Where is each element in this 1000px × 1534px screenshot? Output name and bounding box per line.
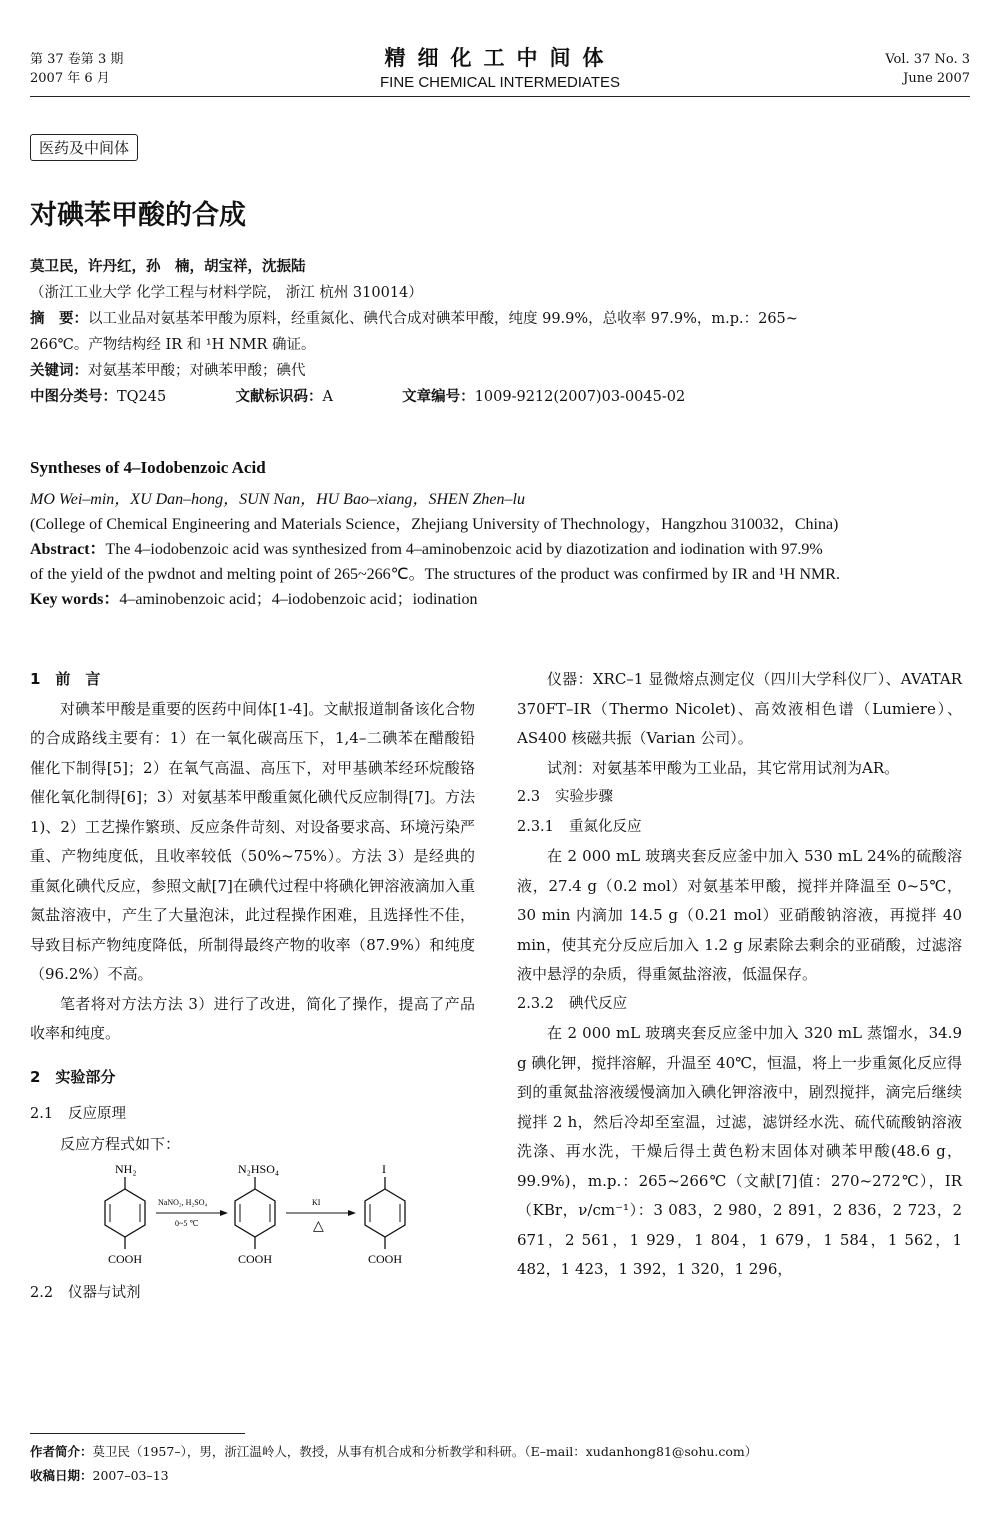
abstract-label-en: Abstract： xyxy=(30,541,106,558)
reaction-scheme-svg xyxy=(30,1159,475,1279)
abstract-label-cn: 摘 要： xyxy=(30,311,88,327)
reaction-scheme xyxy=(30,1159,475,1279)
reagents-paragraph: 试剂：对氨基苯甲酸为工业品，其它常用试剂为AR。 xyxy=(547,758,900,777)
clc-code: TQ245 xyxy=(117,389,167,405)
article-number: 1009-9212(2007)03-0045-02 xyxy=(474,389,686,405)
reagent-ki: KI xyxy=(312,1198,321,1207)
keywords-label-cn: 关键词： xyxy=(30,363,88,379)
section-tag: 医药及中间体 xyxy=(30,134,138,161)
affiliation-cn: （浙江工业大学 化学工程与材料学院， 浙江 杭州 310014） xyxy=(30,285,423,301)
received-date xyxy=(30,1464,757,1488)
issue-info xyxy=(30,50,123,88)
author-bio xyxy=(30,1440,757,1464)
label-cooh-3: COOH xyxy=(368,1252,403,1266)
article-title: 对碘苯甲酸的合成 xyxy=(30,200,246,231)
chinese-metadata xyxy=(30,254,970,410)
section-1-heading: 1 前 言 xyxy=(30,670,101,688)
section-2-3-number: 2.3 xyxy=(517,789,541,805)
received-date-value: 2007–03–13 xyxy=(92,1468,169,1483)
label-cooh-2: COOH xyxy=(238,1252,273,1266)
section-2-3-heading xyxy=(517,783,962,813)
section-2-1-title: 反应原理 xyxy=(68,1106,126,1122)
doc-code: A xyxy=(322,389,333,405)
condition-heat: △ xyxy=(313,1219,324,1234)
author-bio-label: 作者简介： xyxy=(30,1444,93,1459)
doc-code-label: 文献标识码： xyxy=(235,389,323,405)
authors-en: MO Wei–min，XU Dan–hong，SUN Nan，HU Bao–xiang，SHEN Zhen–lu xyxy=(30,491,525,508)
volume-issue: 第 37 卷第 3 期 xyxy=(30,52,124,67)
intro-paragraph: 对碘苯甲酸是重要的医药中间体[1-4]。文献报道制备该化合物的合成路线主要有：1）在一氧化碳高压下，1,4–二碘苯在醋酸铅催化下制得[5]；2）在氧气高温、高压下，对甲基碘苯经环烷酸铬催化氧化制得[6]；3）对氨基苯甲酸重氮化碘代反应制得[7]。方法1)、2）工艺操作繁琐、反应条件苛刻、对设备要求高、环境污染严重、产物纯度低，且收率较低（50%~75%）。方法 3）是经典的重氮化碘代反应，参照文献[7]在碘代过程中将碘化钾溶液滴加入重氮盐溶液中，产生了大量泡沫，此过程操作困难，且选择性不佳，导致目标产物纯度降低，所制得最终产物的收率（87.9%）和纯度（96.2%）不高。 xyxy=(30,699,475,983)
label-iodo: I xyxy=(382,1162,386,1176)
author-bio-text: 莫卫民（1957–），男，浙江温岭人，教授，从事有机合成和分析教学和科研。（E–mail：xudanhong81@sohu.com） xyxy=(92,1444,758,1459)
section-2-3-2-title: 碘代反应 xyxy=(569,995,627,1012)
publication-date-en: June 2007 xyxy=(903,71,970,86)
section-2-3-title: 实验步骤 xyxy=(555,789,613,805)
english-title: Syntheses of 4–Iodobenzoic Acid xyxy=(30,458,266,477)
journal-title-cn: 精细化工中间体 xyxy=(384,46,616,70)
label-nh2: NH₂ xyxy=(115,1162,137,1176)
section-2-2-title: 仪器与试剂 xyxy=(68,1285,141,1301)
molecule-iodobenzoic-acid xyxy=(365,1162,405,1266)
keywords-en xyxy=(30,587,970,612)
clc-label: 中图分类号： xyxy=(30,389,117,405)
intro-paragraph-2: 笔者将对方法方法 3）进行了改进，简化了操作，提高了产品收率和纯度。 xyxy=(30,994,475,1042)
left-column xyxy=(30,665,475,1309)
molecule-diazonium-salt xyxy=(235,1162,279,1266)
keywords-cn xyxy=(30,358,970,384)
section-2-3-1-heading xyxy=(517,813,962,843)
keywords-text-cn: 对氨基苯甲酸；对碘苯甲酸；碘代 xyxy=(88,363,306,379)
keywords-text-en: 4–aminobenzoic acid；4–iodobenzoic acid；iodination xyxy=(119,591,478,608)
classification-line xyxy=(30,384,970,410)
affiliation-en: (College of Chemical Engineering and Materials Science，Zhejiang University of Thechnology，Hangzhou 310032，China) xyxy=(30,516,839,533)
section-2-2-number: 2.2 xyxy=(30,1285,54,1301)
diazotization-paragraph: 在 2 000 mL 玻璃夹套反应釜中加入 530 mL 24%的硫酸溶液，27.4 g（0.2 mol）对氨基苯甲酸，搅拌并降温至 0~5℃，30 min 内滴加 14.5 g（0.21 mol）亚硝酸钠溶液，再搅拌 40 min，使其充分反应后加入 1.2 g 尿素除去剩余的亚硝酸，过滤溶液中悬浮的杂质，得重氮盐溶液，低温保存。 xyxy=(517,847,962,983)
english-metadata xyxy=(30,487,970,612)
header-divider xyxy=(30,96,970,97)
section-2-3-1-number: 2.3.1 xyxy=(517,818,554,835)
abstract-text-en-1: The 4–iodobenzoic acid was synthesized from 4–aminobenzoic acid by diazotization and iodination with 97.9% xyxy=(105,541,823,558)
reagent-nano2: NaNO₂, H₂SO₄ xyxy=(158,1198,208,1207)
journal-title-en: FINE CHEMICAL INTERMEDIATES xyxy=(379,74,621,91)
molecule-aminobenzoic-acid xyxy=(105,1162,145,1266)
section-2-3-2-heading xyxy=(517,990,962,1020)
footnote-divider xyxy=(30,1433,245,1434)
reaction-intro: 反应方程式如下： xyxy=(60,1134,181,1153)
authors-cn: 莫卫民，许丹红，孙 楠，胡宝祥，沈振陆 xyxy=(30,259,306,275)
issue-info-en xyxy=(885,50,970,88)
instruments-paragraph: 仪器：XRC–1 显微熔点测定仪（四川大学科仪厂）、AVATAR 370FT–IR（Thermo Nicolet)、高效液相色谱（Lumiere）、AS400 核磁共振（Varian 公司）。 xyxy=(517,670,962,747)
footnote xyxy=(30,1440,757,1488)
abstract-en-1 xyxy=(30,537,970,562)
journal-title xyxy=(300,42,700,91)
iodination-paragraph: 在 2 000 mL 玻璃夹套反应釜中加入 320 mL 蒸馏水，34.9 g 碘化钾，搅拌溶解，升温至 40℃，恒温，将上一步重氮化反应得到的重氮盐溶液缓慢滴加入碘化钾溶液中，剧烈搅拌，滴完后继续搅拌 2 h，然后冷却至室温，过滤，滤饼经水洗、硫代硫酸钠溶液洗涤、再水洗，干燥后得土黄色粉末固体对碘苯甲酸(48.6 g，99.9%)，m.p.：265~266℃（文献[7]值：270~272℃），IR（KBr，ν/cm⁻¹）：3 083，2 980，2 891，2 836，2 723，2 671，2 561，1 929，1 804，1 679，1 584，1 562，1 482，1 423，1 392，1 320，1 296， xyxy=(517,1024,963,1278)
abstract-cn xyxy=(30,306,970,332)
volume-issue-en: Vol. 37 No. 3 xyxy=(885,52,970,67)
publication-date: 2007 年 6 月 xyxy=(30,71,110,86)
condition-temp: 0~5 ℃ xyxy=(175,1219,199,1228)
label-cooh-1: COOH xyxy=(108,1252,143,1266)
section-2-2-heading xyxy=(30,1279,475,1309)
section-2-heading: 2 实验部分 xyxy=(30,1067,116,1086)
arrow-diazotization xyxy=(156,1198,228,1228)
abstract-text-cn-1: 以工业品对氨基苯甲酸为原料，经重氮化、碘代合成对碘苯甲酸，纯度 99.9%，总收率 97.9%，m.p.：265~ xyxy=(88,311,798,327)
arrow-iodination xyxy=(286,1198,356,1234)
label-n2hso4: N₂HSO₄ xyxy=(238,1162,280,1176)
abstract-text-en-2: of the yield of the pwdnot and melting point of 265~266℃。The structures of the product was confirmed by IR and ¹H NMR. xyxy=(30,566,840,583)
section-2-1-heading xyxy=(30,1100,475,1130)
keywords-label-en: Key words： xyxy=(30,591,120,608)
section-2-3-1-title: 重氮化反应 xyxy=(569,818,642,835)
right-column xyxy=(517,665,962,1285)
received-date-label: 收稿日期： xyxy=(30,1468,93,1483)
section-2-1-number: 2.1 xyxy=(30,1106,54,1122)
section-2-3-2-number: 2.3.2 xyxy=(517,995,554,1012)
abstract-text-cn-2: 266℃。产物结构经 IR 和 ¹H NMR 确证。 xyxy=(30,337,316,353)
article-number-label: 文章编号： xyxy=(402,389,475,405)
